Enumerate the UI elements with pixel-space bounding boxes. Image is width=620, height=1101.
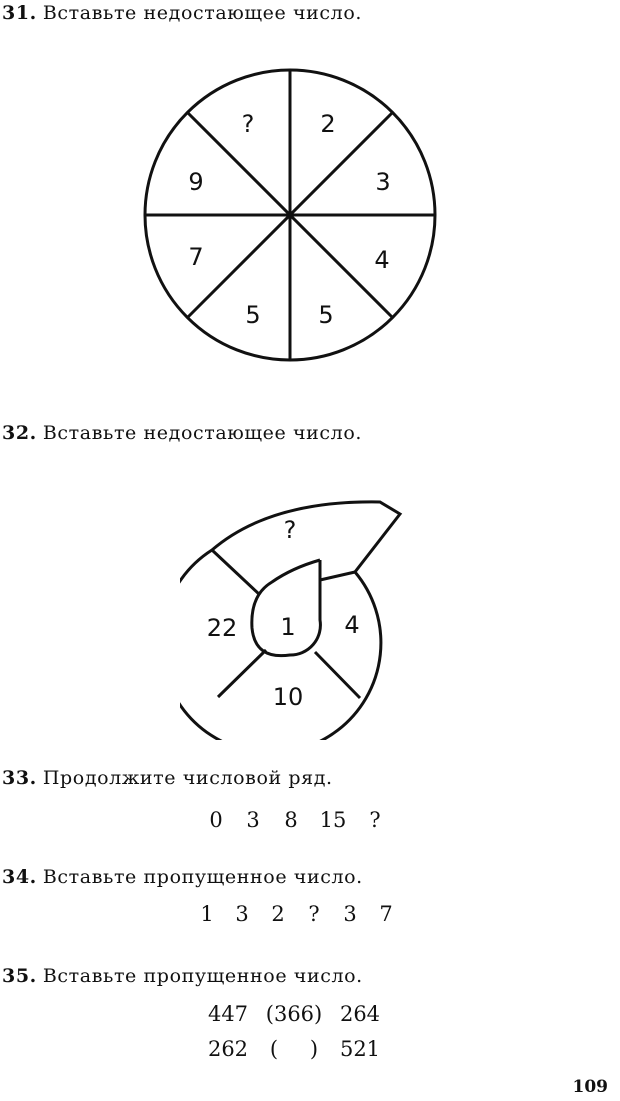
table-value: 447 [207,1002,249,1026]
table-value: (366) [265,1002,323,1026]
series-value: 7 [379,902,393,926]
number-table-row-1 [202,1002,386,1026]
sector-value: 9 [188,168,204,196]
question-text: Вставьте пропущенное число. [42,866,363,888]
sector-value: 3 [375,168,391,196]
number-series-34 [190,902,404,926]
number-series-33 [198,808,394,832]
question-text: Вставьте пропущенное число. [42,965,363,987]
sector-value: 4 [374,246,390,274]
question-34-heading [2,866,363,888]
question-33-heading [2,767,333,789]
question-35-heading [2,965,363,987]
question-text: Вставьте недостающее число. [42,2,363,24]
series-value: 2 [271,902,285,926]
divider-line [218,650,266,697]
spiral-left-value: 22 [206,614,238,642]
question-31-heading [2,2,362,24]
divider-line [315,652,360,698]
question-number: 33. [2,767,37,789]
sector-value: 5 [318,301,334,329]
question-32-heading [2,422,362,444]
question-number: 31. [2,2,37,24]
table-value: 521 [339,1037,381,1061]
question-text: Продолжите числовой ряд. [42,767,333,789]
sector-value: 7 [188,243,204,271]
question-number: 35. [2,965,37,987]
divider-line [212,550,260,595]
divider-line [320,572,355,580]
series-value: 3 [246,808,260,832]
table-value: 262 [207,1037,249,1061]
spiral-top-value: ? [283,516,297,544]
wheel-spokes [145,70,435,360]
spiral-figure [180,500,420,740]
series-value: 1 [200,902,214,926]
wheel-figure [140,60,440,370]
spiral-center-value: 1 [280,613,296,641]
table-value: ( [269,1037,279,1061]
series-value: ? [308,902,320,926]
spiral-right-value: 4 [344,611,360,639]
sector-value: ? [241,110,255,138]
series-value: 0 [209,808,223,832]
series-value: 15 [319,808,347,832]
spiral-center-contour [252,560,321,656]
table-value: ) [309,1037,319,1061]
question-number: 34. [2,866,37,888]
series-value: 8 [284,808,298,832]
question-text: Вставьте недостающее число. [42,422,363,444]
table-value: 264 [339,1002,381,1026]
question-number: 32. [2,422,37,444]
number-table-row-2 [202,1037,386,1061]
series-value: 3 [343,902,357,926]
page-number: 109 [572,1077,608,1097]
wheel-diagram [140,60,440,370]
series-value: 3 [235,902,249,926]
spiral-diagram [180,500,420,740]
sector-value: 2 [320,110,336,138]
series-value: ? [369,808,381,832]
sector-value: 5 [245,301,261,329]
spiral-bottom-value: 10 [272,683,304,711]
